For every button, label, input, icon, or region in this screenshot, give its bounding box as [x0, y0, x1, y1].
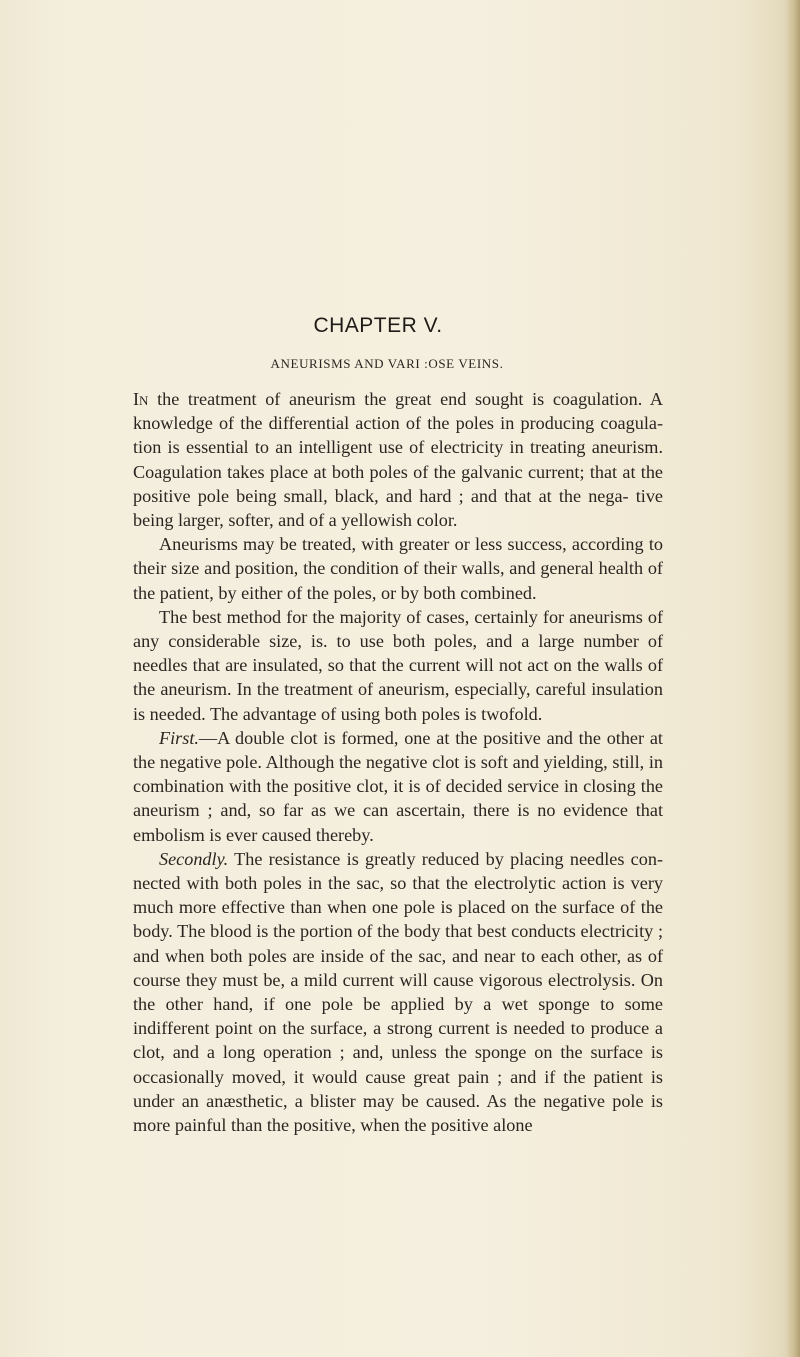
- paragraph-1-text: the treatment of aneurism the great end sought is coagulation. A knowledge of the differential action of the poles in producing coagula- tion is essential to an intelligent use of electricity in treating aneurism. Coagulation takes place at both poles of the galvanic current; that at the positive pole being small, black, and hard ; and that at the nega- tive being larger, softer, and of a yellowish color.: [133, 389, 663, 531]
- section-title: ANEURISMS AND VARI :OSE VEINS.: [270, 356, 504, 371]
- chapter-title: CHAPTER V.: [313, 314, 443, 337]
- paragraph-5: [133, 847, 663, 1137]
- paragraph-4-lead: First.: [159, 727, 199, 748]
- paragraph-4-text: —A double clot is formed, one at the positive and the other at the negative pole. Although the negative clot is soft and yielding, still, in combination with the positive clot, it is of decided service in closing the aneurism ; and, so far as we can ascertain, there is no evidence that embolism is ever caused thereby.: [133, 727, 663, 845]
- paragraph-2-text: Aneurisms may be treated, with greater or less success, according to their size and position, the condition of their walls, and general health of the patient, by either of the poles, or by both combined.: [133, 534, 663, 603]
- page-edge-shadow: [786, 0, 800, 1357]
- paragraph-4: [133, 726, 663, 847]
- paragraph-3-text: The best method for the majority of cases, certainly for aneurisms of any considerable size, is. to use both poles, and a large number of needles that are insulated, so that the current will not act on the walls of the aneurism. In the treatment of aneurism, especially, careful insulation is needed. The advantage of using both poles is twofold.: [133, 606, 663, 724]
- paragraph-2: [133, 532, 663, 605]
- paragraph-5-lead: Secondly.: [159, 848, 229, 869]
- text-block: [133, 314, 663, 1137]
- paragraph-1-lead: In: [133, 389, 149, 409]
- paragraph-3: [133, 605, 663, 726]
- paragraph-1: [133, 387, 663, 532]
- paragraph-5-text: The resistance is greatly reduced by placing needles con- nected with both poles in the sac, so that the electrolytic action is very much more effective than when one pole is placed on the surface of the body. The blood is the portion of the body that best conducts electricity ; and when both poles are inside of the sac, and near to each other, as of course they must be, a mild current will cause vigorous electrolysis. On the other hand, if one pole be applied by a wet sponge to some indifferent point on the surface, a strong current is needed to produce a clot, and a long operation ; and, unless the sponge on the surface is occasionally moved, it would cause great pain ; and if the patient is under an anæsthetic, a blister may be caused. As the negative pole is more painful than the positive, when the positive alone: [133, 848, 663, 1136]
